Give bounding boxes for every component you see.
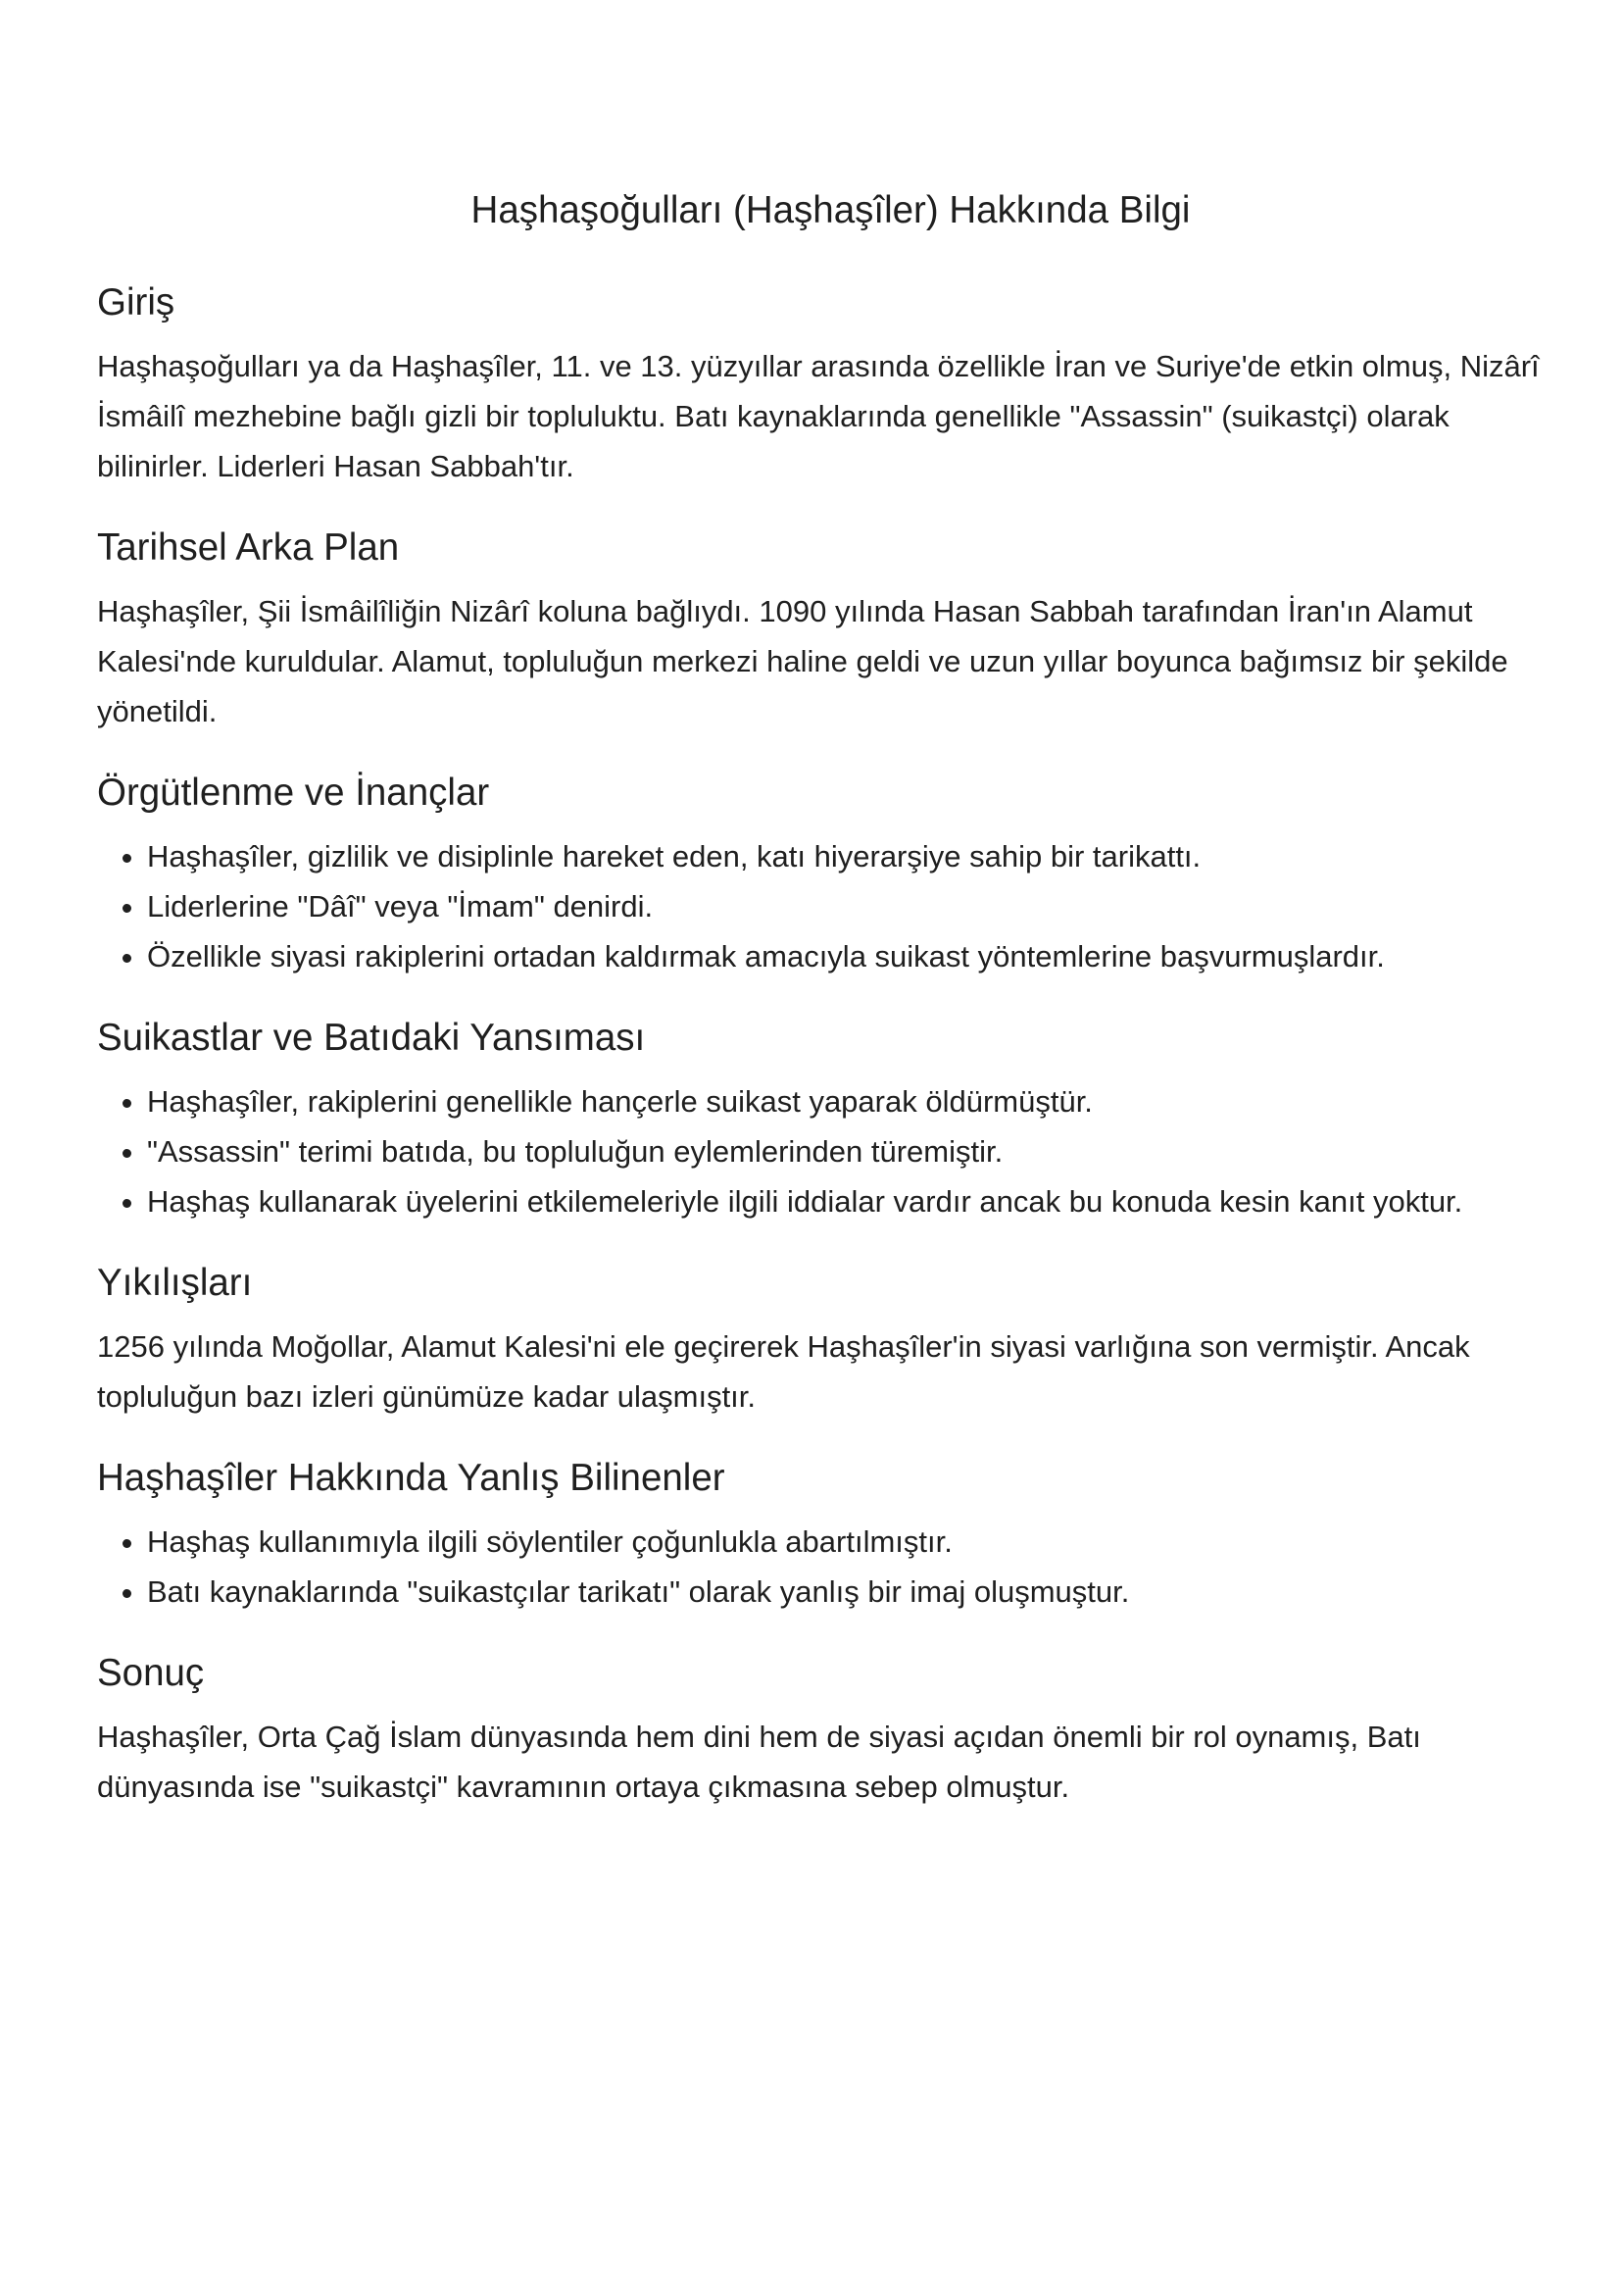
list-item: • Haşhaş kullanımıyla ilgili söylentiler çoğunlukla abartılmıştır. <box>147 1517 1545 1567</box>
list-item: • Haşhaş kullanarak üyelerini etkilemeleriyle ilgili iddialar vardır ancak bu konuda kesin kanıt yoktur. <box>147 1176 1545 1226</box>
list-item: • Özellikle siyasi rakiplerini ortadan kaldırmak amacıyla suikast yöntemlerine başvurmuşlardır. <box>147 931 1545 981</box>
section-heading: Sonuç <box>97 1652 205 1694</box>
section-heading: Suikastlar ve Batıdaki Yansıması <box>97 1017 646 1059</box>
section-paragraph: Haşhaşîler, Şii İsmâilîliğin Nizârî koluna bağlıydı. 1090 yılında Hasan Sabbah tarafından İran'ın Alamut Kalesi'nde kuruldular. Alamut, topluluğun merkezi haline geldi ve uzun yıllar boyunca bağımsız bir şekilde yönetildi. <box>97 594 1508 728</box>
section-paragraph: 1256 yılında Moğollar, Alamut Kalesi'ni ele geçirerek Haşhaşîler'in siyasi varlığına son vermiştir. Ancak topluluğun bazı izleri günümüze kadar ulaşmıştır. <box>97 1329 1470 1414</box>
section-yanlis-bilinenler <box>97 1454 1545 1617</box>
list-item: • "Assassin" terimi batıda, bu topluluğun eylemlerinden türemiştir. <box>147 1126 1545 1176</box>
section-heading: Giriş <box>97 281 175 324</box>
bullet-list <box>97 831 1545 981</box>
section-heading: Örgütlenme ve İnançlar <box>97 772 490 814</box>
list-item: • Haşhaşîler, gizlilik ve disiplinle hareket eden, katı hiyerarşiye sahip bir tarikattı. <box>147 831 1545 881</box>
section-heading: Haşhaşîler Hakkında Yanlış Bilinenler <box>97 1457 725 1499</box>
bullet-list <box>97 1517 1545 1617</box>
list-item: • Liderlerine "Dâî" veya "İmam" denirdi. <box>147 881 1545 931</box>
list-item: • Batı kaynaklarında "suikastçılar tarikatı" olarak yanlış bir imaj oluşmuştur. <box>147 1567 1545 1617</box>
bullet-list <box>97 1076 1545 1226</box>
section-tarihsel-arka-plan <box>97 524 1545 736</box>
section-paragraph: Haşhaşîler, Orta Çağ İslam dünyasında hem dini hem de siyasi açıdan önemli bir rol oynamış, Batı dünyasında ise "suikastçi" kavramının ortaya çıkmasına sebep olmuştur. <box>97 1720 1421 1804</box>
section-heading: Tarihsel Arka Plan <box>97 526 400 569</box>
document-title: Haşhaşoğulları (Haşhaşîler) Hakkında Bilgi <box>470 189 1191 231</box>
section-heading: Yıkılışları <box>97 1262 253 1304</box>
list-item: • Haşhaşîler, rakiplerini genellikle hançerle suikast yaparak öldürmüştür. <box>147 1076 1545 1126</box>
section-paragraph: Haşhaşoğulları ya da Haşhaşîler, 11. ve 13. yüzyıllar arasında özellikle İran ve Suriye'de etkin olmuş, Nizârî İsmâilî mezhebine bağlı gizli bir topluluktu. Batı kaynaklarında genellikle "Assassin" (suikastçi) olarak bilinirler. Liderleri Hasan Sabbah'tır. <box>97 349 1540 483</box>
section-orgutlenme <box>97 769 1545 981</box>
section-suikastlar <box>97 1014 1545 1226</box>
section-giris <box>97 278 1545 491</box>
section-sonuc <box>97 1649 1545 1812</box>
section-yikilislari <box>97 1259 1545 1422</box>
